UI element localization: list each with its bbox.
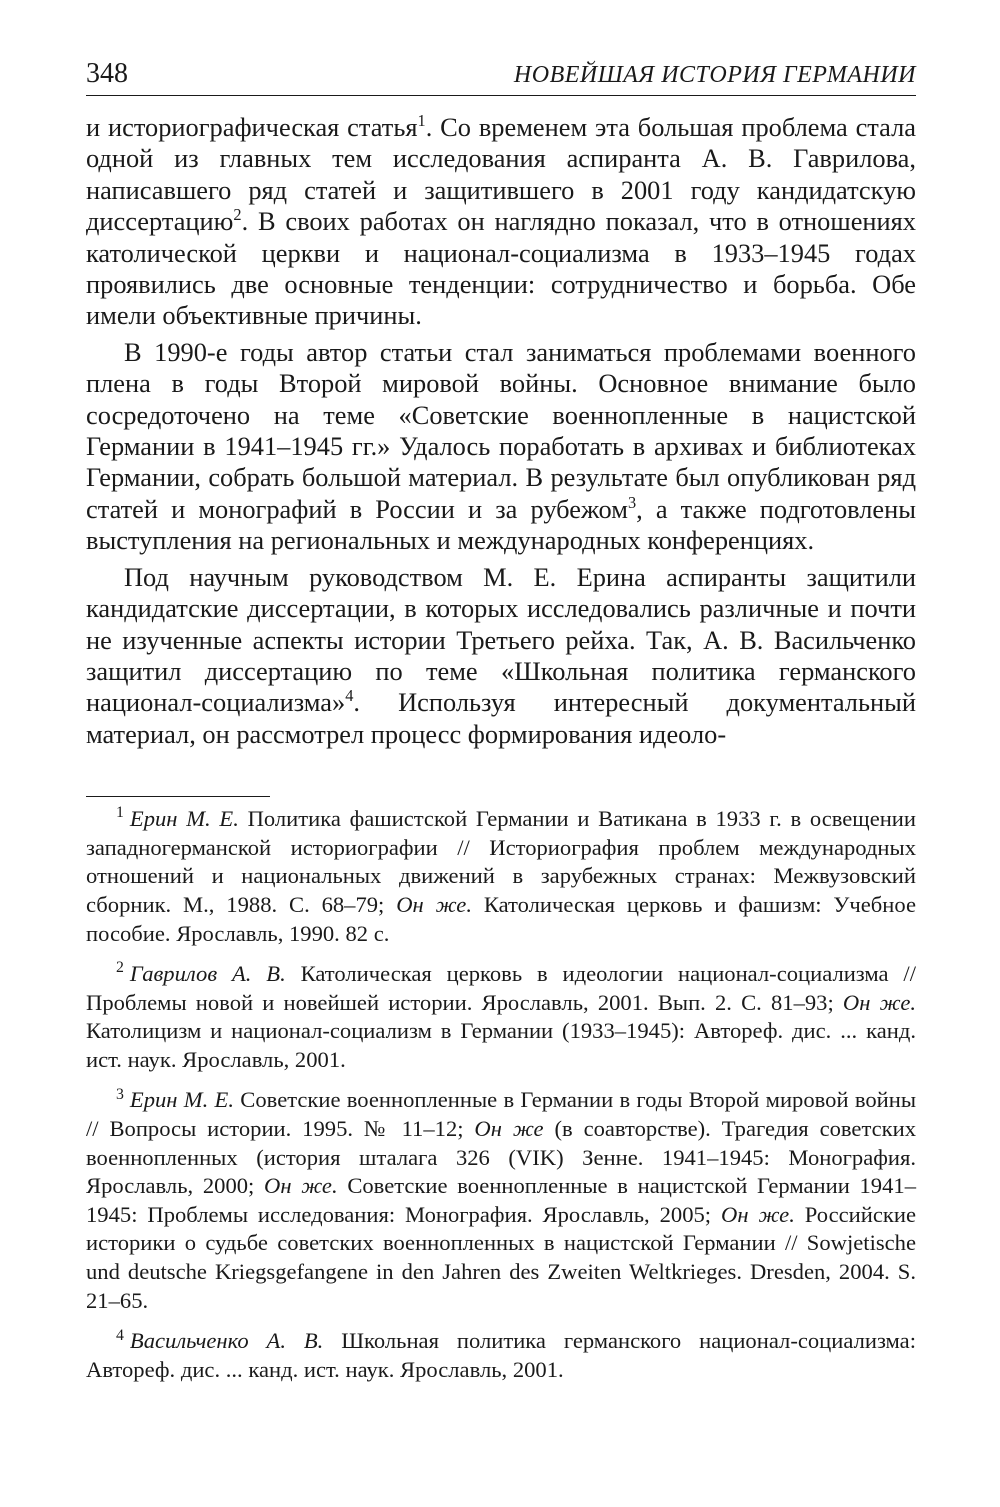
- paragraph-2: [86, 337, 916, 557]
- paragraph-3-text-b: . Используя интересный документальный материал, он рассмотрел процесс формирования идеоло-: [86, 687, 916, 749]
- footnote-1: [86, 805, 916, 948]
- footnote-text: (в соавторстве). Трагедия советских военнопленных (история шталага 326 (VIK) Зенне. 1941–1945: Монография. Ярославль, 2000;: [86, 1116, 916, 1199]
- footnote-author: Ерин М. Е.: [129, 806, 239, 832]
- paragraph-3-text-a: Под научным руководством М. Е. Ерина аспиранты защитили кандидатские диссертации, в которых исследовались различные и почти не изученные аспекты истории Третьего рейха. Так, А. В. Васильченко защитил диссертацию по теме «Школьная политика германского национал-социализма»: [86, 561, 916, 718]
- running-title: НОВЕЙШАЯ ИСТОРИЯ ГЕРМАНИИ: [513, 62, 916, 88]
- footnote-number: 3: [116, 1085, 124, 1103]
- paragraph-1-text-b: . Со временем эта большая проблема стала одной из главных тем исследования аспиранта А. В. Гаврилова, написавшего ряд статей и защитившего в 2001 году кандидатскую диссертацию: [86, 112, 916, 237]
- footnote-text: Советские военнопленные в нацистской Германии 1941–1945: Проблемы исследования: Монография. Ярославль, 2005;: [86, 1173, 916, 1227]
- main-text: [86, 112, 916, 750]
- footnote-number: 1: [116, 804, 124, 822]
- footnote-ibid: Он же: [474, 1116, 544, 1142]
- footnote-ibid: Он же.: [721, 1201, 795, 1227]
- footnote-ref-2: 2: [233, 205, 242, 225]
- footnote-author: Гаврилов А. В.: [129, 961, 286, 987]
- footnote-number: 2: [116, 959, 124, 977]
- footnote-text: Российские историки о судьбе советских военнопленных в нацистской Германии // Sowjetische und deutsche Kriegsgefangene in den Jahren des Zweiten Weltkrieges. Dresden, 2004. S. 21–65.: [86, 1201, 916, 1313]
- paragraph-1: [86, 112, 916, 332]
- footnote-author: Васильченко А. В.: [129, 1328, 324, 1354]
- paragraph-3: [86, 562, 916, 750]
- footnote-ibid: Он же.: [396, 891, 472, 917]
- running-head: [86, 56, 916, 96]
- footnote-author: Ерин М. Е.: [129, 1087, 235, 1113]
- footnote-2: [86, 960, 916, 1074]
- paragraph-1-text-a: и историографическая статья: [86, 112, 418, 142]
- footnote-3: [86, 1086, 916, 1315]
- paragraph-1-text-c: . В своих работах он наглядно показал, что в отношениях католической церкви и национал-социализма в 1933–1945 годах проявились две основные тенденции: сотрудничество и борьба. Обе имели объективные причины.: [86, 206, 916, 331]
- footnote-ibid: Он же.: [264, 1173, 338, 1199]
- footnote-number: 4: [116, 1326, 124, 1344]
- paragraph-2-text-a: В 1990-е годы автор статьи стал заниматься проблемами военного плена в годы Второй мировой войны. Основное внимание было сосредоточено на теме «Советские военнопленные в нацистской Германии в 1941–1945 гг.» Удалось поработать в архивах и библиотеках Германии, собрать большой материал. В результате был опубликован ряд статей и монографий в России и за рубежом: [86, 336, 916, 524]
- footnote-text: Политика фашистской Германии и Ватикана в 1933 г. в освещении западногерманской историографии // Историография проблем международных отношений и национальных движений в зарубежных странах: Межвузовский сборник. М., 1988. С. 68–79;: [86, 806, 916, 917]
- footnote-text: Католическая церковь и фашизм: Учебное пособие. Ярославль, 1990. 82 с.: [86, 891, 916, 946]
- footnote-text: Школьная политика германского национал-социализма: Автореф. дис. ... канд. ист. наук. Ярославль, 2001.: [86, 1328, 916, 1382]
- footnote-ibid: Он же.: [842, 989, 916, 1015]
- footnotes: [86, 805, 916, 1384]
- book-page: [86, 56, 916, 1396]
- page-number: 348: [86, 58, 128, 89]
- footnote-text: Советские военнопленные в Германии в годы Второй мировой войны // Вопросы истории. 1995. № 11–12;: [86, 1087, 917, 1142]
- footnote-ref-1: 1: [417, 110, 426, 130]
- paragraph-2-text-b: , а также подготовлены выступления на региональных и международных конференциях.: [86, 493, 917, 556]
- footnote-text: Католическая церковь в идеологии национал-социализма // Проблемы новой и новейшей истории. Ярославль, 2001. Вып. 2. С. 81–93;: [86, 961, 916, 1015]
- footnote-divider: [86, 796, 270, 797]
- footnote-ref-4: 4: [345, 686, 354, 706]
- footnote-text: Католицизм и национал-социализм в Германии (1933–1945): Автореф. дис. ... канд. ист. наук. Ярославль, 2001.: [86, 1018, 916, 1072]
- footnote-4: [86, 1327, 916, 1384]
- footnote-ref-3: 3: [627, 492, 637, 512]
